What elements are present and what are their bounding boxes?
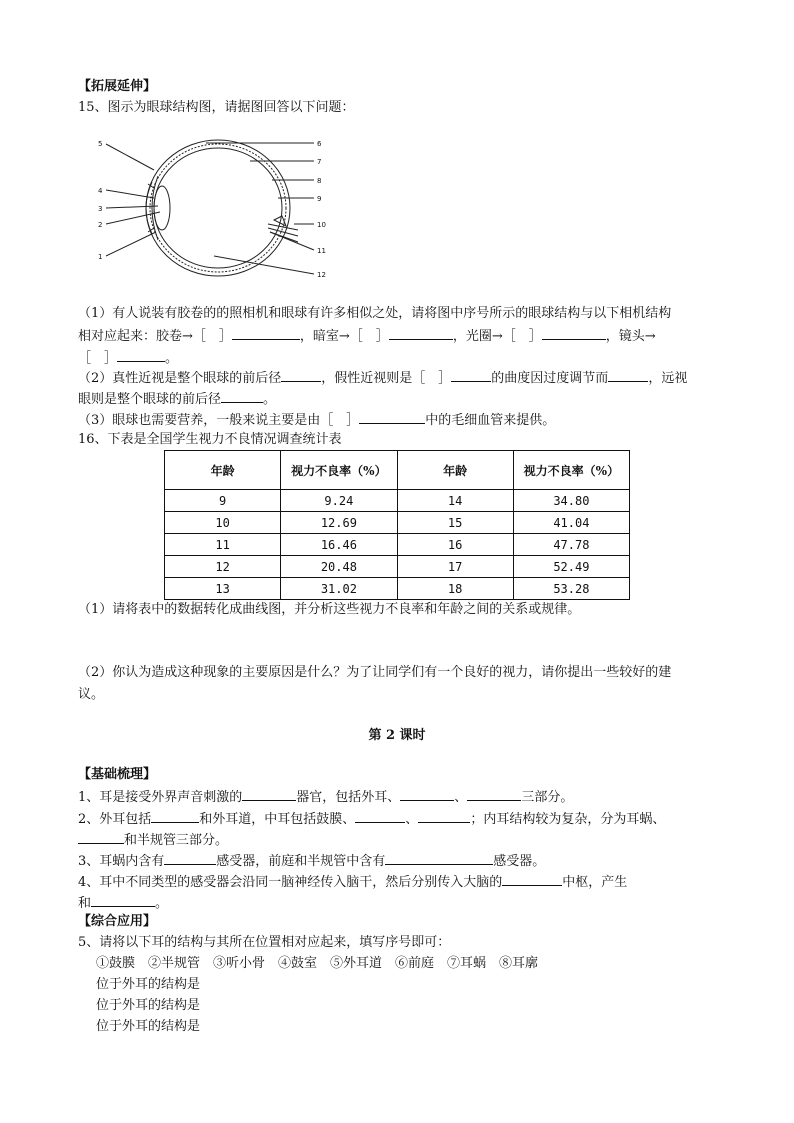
- basic-item-3: [78, 852, 545, 871]
- table-row: [165, 512, 630, 534]
- label-12: 12: [317, 271, 326, 279]
- answer-blank[interactable]: [164, 852, 216, 865]
- b1-text: 器官，包括外耳、: [296, 790, 401, 805]
- q5-options: ①鼓膜 ②半规管 ③听小骨 ④鼓室 ⑤外耳道 ⑥前庭 ⑦耳蜗 ⑧耳廓: [96, 956, 539, 971]
- label-11: 11: [317, 247, 326, 255]
- q15-1-darkroom-label: ，暗室→［ ］: [299, 329, 389, 344]
- answer-blank[interactable]: [242, 788, 296, 801]
- b2-text: 和外耳道，中耳包括鼓膜、: [199, 812, 356, 827]
- q15-part2-line2: [78, 390, 276, 409]
- answer-blank[interactable]: [91, 894, 155, 907]
- table-cell: 10: [165, 512, 281, 534]
- table-cell: 20.48: [281, 556, 397, 578]
- label-3: 3: [98, 205, 103, 213]
- question-16: 16、下表是全国学生视力不良情况调查统计表: [78, 432, 342, 447]
- answer-blank[interactable]: [78, 831, 124, 844]
- table-cell: 9.24: [281, 490, 397, 512]
- table-cell: 52.49: [513, 556, 629, 578]
- period: 。: [263, 392, 277, 407]
- q15-part3: [78, 411, 555, 430]
- b4-text: 。: [155, 896, 169, 911]
- answer-blank[interactable]: [400, 788, 454, 801]
- table-cell: 12: [165, 556, 281, 578]
- label-10: 10: [317, 221, 326, 229]
- table-cell: 16: [397, 534, 513, 556]
- table-header-row: [165, 451, 630, 490]
- vision-stats-table: [164, 450, 630, 600]
- label-5: 5: [98, 140, 103, 148]
- table-cell: 41.04: [513, 512, 629, 534]
- table-cell: 53.28: [513, 578, 629, 600]
- q16-part2-line2: 议。: [78, 687, 105, 702]
- b2-text: 2、外耳包括: [78, 812, 152, 827]
- table-cell: 12.69: [281, 512, 397, 534]
- b2-text: 、: [405, 812, 419, 827]
- b4-text: 和: [78, 896, 92, 911]
- q15-2-text: （2）真性近视是整个眼球的前后径: [78, 371, 282, 386]
- table-cell: 17: [397, 556, 513, 578]
- q15-1-film-label: 相对应起来：胶卷→［ ］: [78, 329, 232, 344]
- q5-answer-line: 位于外耳的结构是: [96, 977, 201, 992]
- q15-3-text: （3）眼球也需要营养，一般来说主要是由［ ］: [78, 413, 360, 428]
- label-7: 7: [317, 158, 322, 166]
- basic-item-1: [78, 788, 573, 807]
- header-rate: 视力不良率（%）: [281, 451, 397, 490]
- table-cell: 47.78: [513, 534, 629, 556]
- q15-part1-line3: [78, 349, 178, 368]
- answer-blank[interactable]: [281, 369, 321, 382]
- table-cell: 13: [165, 578, 281, 600]
- b2-text: 和半规管三部分。: [124, 833, 229, 848]
- answer-blank[interactable]: [117, 349, 165, 362]
- basic-heading: 【基础梳理】: [78, 767, 157, 782]
- header-age: 年龄: [397, 451, 513, 490]
- answer-blank[interactable]: [608, 369, 648, 382]
- basic-item-4: [78, 873, 627, 892]
- b1-text: 1、耳是接受外界声音刺激的: [78, 790, 243, 805]
- answer-blank[interactable]: [467, 788, 521, 801]
- table-row: [165, 556, 630, 578]
- answer-blank[interactable]: [389, 327, 453, 340]
- table-cell: 9: [165, 490, 281, 512]
- extension-heading: 【拓展延伸】: [78, 79, 157, 94]
- b3-text: 3、耳蜗内含有: [78, 854, 165, 869]
- b1-text: 、: [454, 790, 468, 805]
- question-15: 15、图示为眼球结构图，请据图回答以下问题：: [78, 100, 355, 115]
- q15-part1-line1: （1）有人说装有胶卷的的照相机和眼球有许多相似之处，请将图中序号所示的眼球结构与以下相机结构: [78, 306, 672, 321]
- q15-2-text: ，远视: [648, 371, 688, 386]
- q5-answer-line: 位于外耳的结构是: [96, 998, 201, 1013]
- answer-blank[interactable]: [355, 810, 405, 823]
- header-rate: 视力不良率（%）: [513, 451, 629, 490]
- table-row: [165, 490, 630, 512]
- table-row: [165, 578, 630, 600]
- table-cell: 34.80: [513, 490, 629, 512]
- table-cell: 16.46: [281, 534, 397, 556]
- label-2: 2: [98, 221, 103, 229]
- answer-blank[interactable]: [502, 873, 562, 886]
- answer-blank[interactable]: [232, 327, 300, 340]
- answer-blank[interactable]: [451, 369, 491, 382]
- table-cell: 11: [165, 534, 281, 556]
- q15-part1-line2: [78, 327, 656, 346]
- q15-1-lens-label: ，镜头→: [605, 329, 656, 344]
- q15-1-aperture-label: ，光圈→［ ］: [452, 329, 542, 344]
- q15-1-lens-bracket: ［ ］: [78, 351, 118, 366]
- question-5: 5、请将以下耳的结构与其所在位置相对应起来，填写序号即可：: [78, 935, 451, 950]
- label-8: 8: [317, 177, 322, 185]
- label-6: 6: [317, 140, 322, 148]
- answer-blank[interactable]: [359, 411, 425, 424]
- q5-answer-line: 位于外耳的结构是: [96, 1019, 201, 1034]
- apply-heading: 【综合应用】: [78, 914, 157, 929]
- b4-text: 中枢，产生: [562, 875, 628, 890]
- answer-blank[interactable]: [221, 390, 263, 403]
- q15-2-text: 的曲度因过度调节而: [491, 371, 609, 386]
- b3-text: 感受器，前庭和半规管中含有: [216, 854, 386, 869]
- basic-item-4-cont: [78, 894, 168, 913]
- eyeball-diagram: [88, 132, 338, 288]
- q16-part1: （1）请将表中的数据转化成曲线图，并分析这些视力不良率和年龄之间的关系或规律。: [78, 602, 581, 617]
- q16-part2-line1: （2）你认为造成这种现象的主要原因是什么？为了让同学们有一个良好的视力，请你提出一些较好的建: [78, 665, 672, 680]
- b4-text: 4、耳中不同类型的感受器会沿同一脑神经传入脑干，然后分别传入大脑的: [78, 875, 503, 890]
- answer-blank[interactable]: [418, 810, 470, 823]
- q15-part2-line1: [78, 369, 687, 388]
- label-4: 4: [98, 187, 103, 195]
- table-cell: 14: [397, 490, 513, 512]
- table-cell: 31.02: [281, 578, 397, 600]
- table-row: [165, 534, 630, 556]
- q15-2-text: ，假性近视则是［ ］: [321, 371, 452, 386]
- lesson-2-title: 第 2 课时: [368, 728, 426, 743]
- table-cell: 15: [397, 512, 513, 534]
- basic-item-2: [78, 810, 665, 829]
- label-9: 9: [317, 195, 322, 203]
- period: 。: [165, 351, 179, 366]
- answer-blank[interactable]: [151, 810, 199, 823]
- header-age: 年龄: [165, 451, 281, 490]
- basic-item-2-cont: [78, 831, 228, 850]
- answer-blank[interactable]: [385, 852, 493, 865]
- table-cell: 18: [397, 578, 513, 600]
- b3-text: 感受器。: [493, 854, 546, 869]
- b1-text: 三部分。: [521, 790, 574, 805]
- q15-2-text: 眼则是整个眼球的前后径: [78, 392, 222, 407]
- answer-blank[interactable]: [542, 327, 606, 340]
- b2-text: ；内耳结构较为复杂，分为耳蜗、: [470, 812, 666, 827]
- label-1: 1: [98, 253, 103, 261]
- q15-3-text: 中的毛细血管来提供。: [425, 413, 556, 428]
